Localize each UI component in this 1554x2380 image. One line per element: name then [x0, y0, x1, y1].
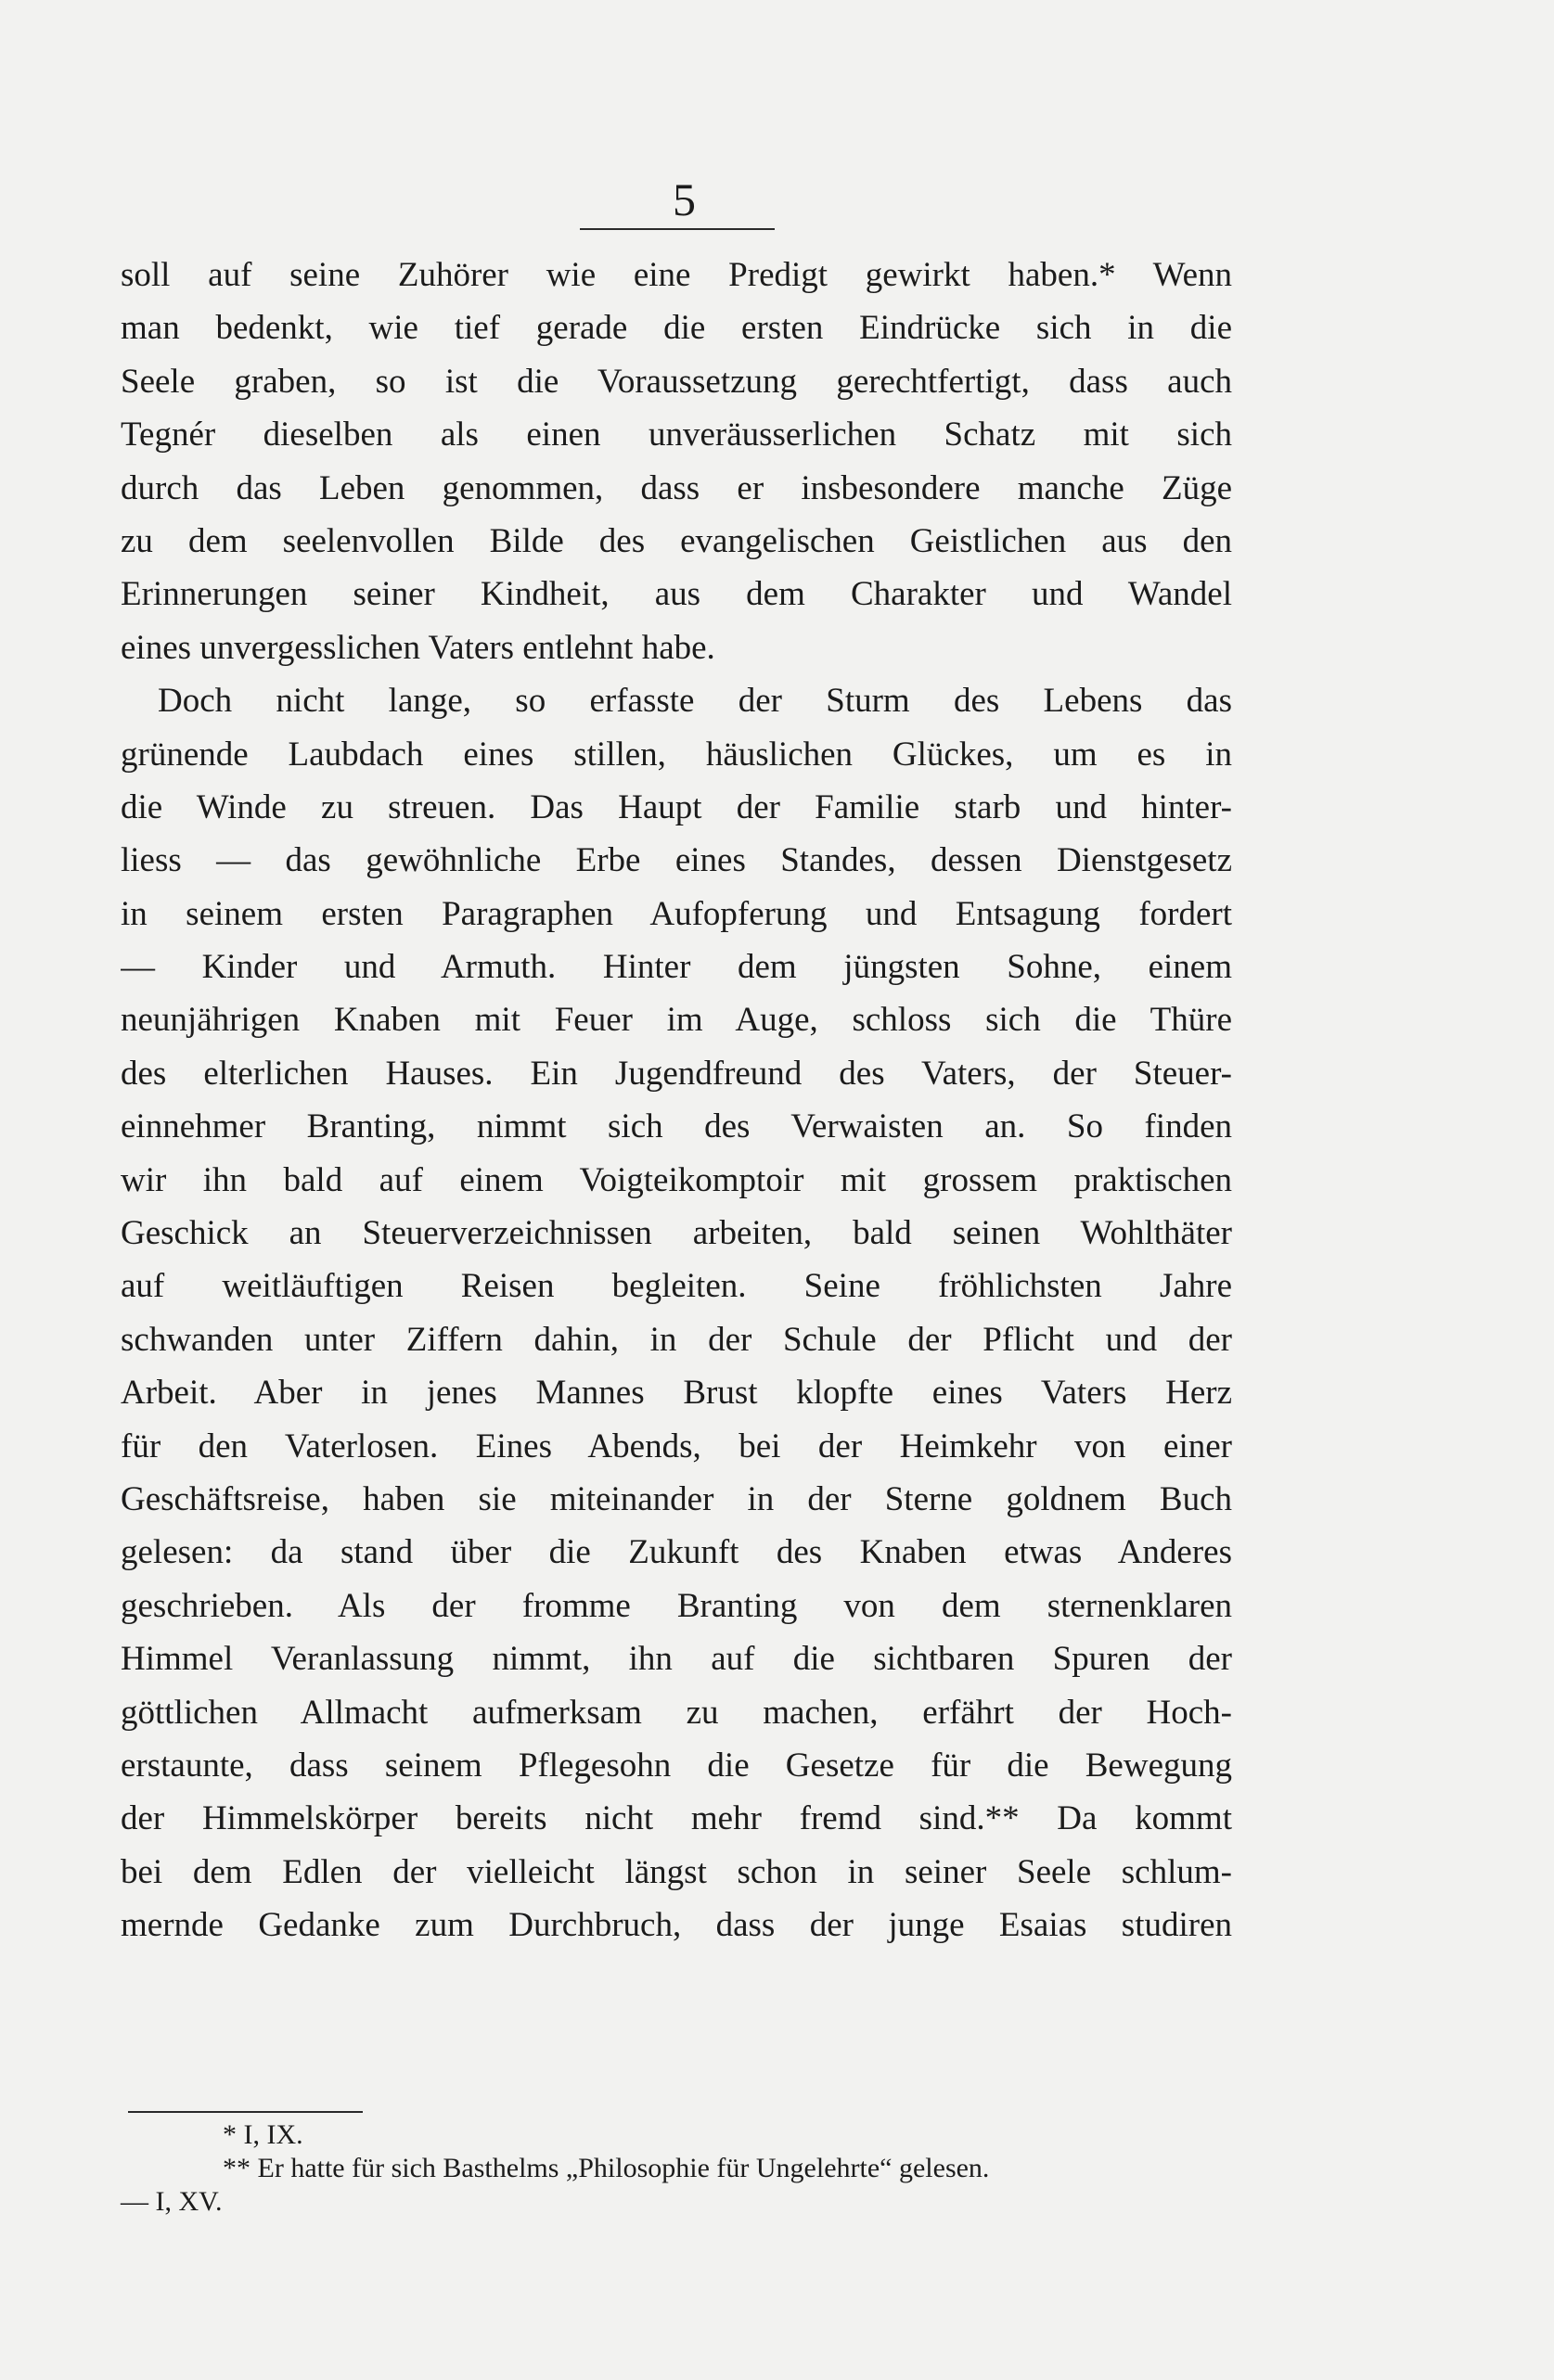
text-line: — Kinder und Armuth. Hinter dem jüngsten Sohne, einem: [121, 948, 1232, 987]
text-line: Doch nicht lange, so erfasste der Sturm des Lebens das: [158, 682, 1232, 721]
text-line: mernde Gedanke zum Durchbruch, dass der junge Esaias studiren: [121, 1906, 1232, 1945]
page-number: 5: [673, 173, 696, 225]
text-line: in seinem ersten Paragraphen Aufopferung und Entsagung fordert: [121, 894, 1232, 933]
text-line: bei dem Edlen der vielleicht längst schon in seiner Seele schlum-: [121, 1852, 1232, 1891]
footnote-rule: [128, 2111, 363, 2113]
text-line: grünende Laubdach eines stillen, häuslichen Glückes, um es in: [121, 735, 1232, 774]
text-line: Geschick an Steuerverzeichnissen arbeiten, bald seinen Wohlthäter: [121, 1214, 1232, 1253]
text-line: auf weitläuftigen Reisen begleiten. Seine fröhlichsten Jahre: [121, 1267, 1232, 1306]
body-text: [121, 249, 1232, 1952]
text-line: einnehmer Branting, nimmt sich des Verwaisten an. So finden: [121, 1107, 1232, 1146]
text-line: man bedenkt, wie tief gerade die ersten Eindrücke sich in die: [121, 309, 1232, 348]
text-line: des elterlichen Hauses. Ein Jugendfreund des Vaters, der Steuer-: [121, 1054, 1232, 1093]
footnote: * I, IX.: [223, 2119, 303, 2150]
text-line: liess — das gewöhnliche Erbe eines Standes, dessen Dienstgesetz: [121, 841, 1232, 880]
text-line: der Himmelskörper bereits nicht mehr fremd sind.** Da kommt: [121, 1799, 1232, 1838]
text-line: göttlichen Allmacht aufmerksam zu machen, erfährt der Hoch-: [121, 1693, 1232, 1732]
text-line: erstaunte, dass seinem Pflegesohn die Gesetze für die Bewegung: [121, 1746, 1232, 1785]
text-line: durch das Leben genommen, dass er insbesondere manche Züge: [121, 468, 1232, 507]
text-line: für den Vaterlosen. Eines Abends, bei der Heimkehr von einer: [121, 1427, 1232, 1465]
text-line: Himmel Veranlassung nimmt, ihn auf die sichtbaren Spuren der: [121, 1640, 1232, 1679]
text-line: Tegnér dieselben als einen unveräusserlichen Schatz mit sich: [121, 416, 1232, 454]
text-line: wir ihn bald auf einem Voigteikomptoir mit grossem praktischen: [121, 1160, 1232, 1199]
text-line: Erinnerungen seiner Kindheit, aus dem Charakter und Wandel: [121, 575, 1232, 614]
footnote: — I, XV.: [121, 2186, 223, 2217]
text-line: soll auf seine Zuhörer wie eine Predigt gewirkt haben.* Wenn: [121, 256, 1232, 294]
text-line: neunjährigen Knaben mit Feuer im Auge, schloss sich die Thüre: [121, 1001, 1232, 1040]
footnotes: [121, 2118, 1243, 2219]
text-line: Seele graben, so ist die Voraussetzung gerechtfertigt, dass auch: [121, 362, 1232, 401]
text-line: eines unvergesslichen Vaters entlehnt habe.: [121, 628, 715, 667]
header-rule: [580, 228, 775, 230]
text-line: die Winde zu streuen. Das Haupt der Familie starb und hinter-: [121, 787, 1232, 826]
footnote: ** Er hatte für sich Basthelms „Philosophie für Ungelehrte“ gelesen.: [223, 2153, 990, 2183]
text-line: Arbeit. Aber in jenes Mannes Brust klopfte eines Vaters Herz: [121, 1374, 1232, 1413]
text-line: gelesen: da stand über die Zukunft des Knaben etwas Anderes: [121, 1533, 1232, 1572]
text-line: schwanden unter Ziffern dahin, in der Schule der Pflicht und der: [121, 1320, 1232, 1359]
text-line: zu dem seelenvollen Bilde des evangelischen Geistlichen aus den: [121, 521, 1232, 560]
text-line: geschrieben. Als der fromme Branting von dem sternenklaren: [121, 1586, 1232, 1625]
text-line: Geschäftsreise, haben sie miteinander in der Sterne goldnem Buch: [121, 1479, 1232, 1518]
